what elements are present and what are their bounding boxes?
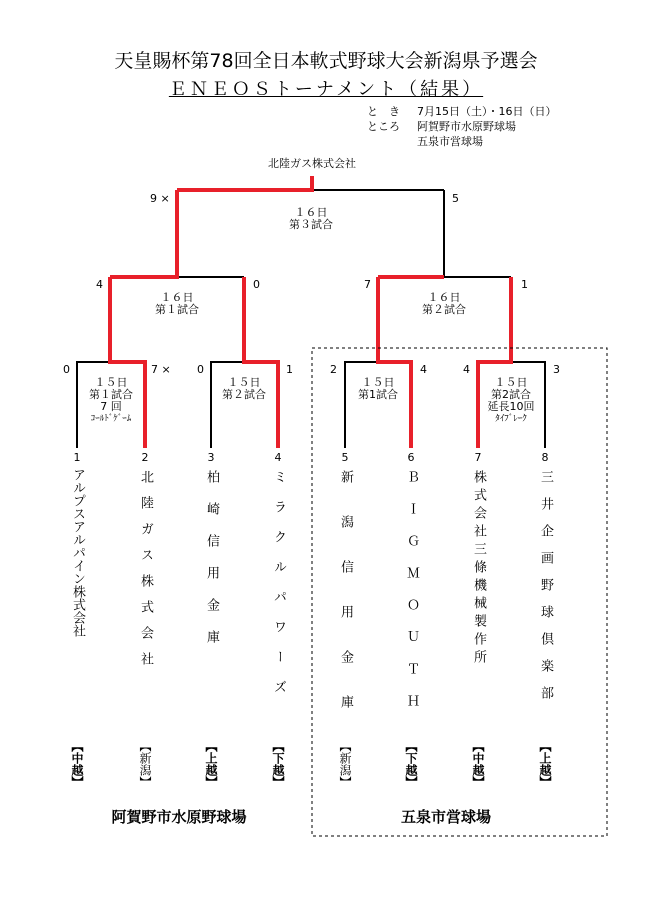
- r1-game1-date: １５日: [94, 376, 128, 389]
- team-2-name: 北陸ガス株式会社: [138, 470, 153, 678]
- team-4-name: ミラクルパワーズ: [271, 470, 286, 710]
- r1-game1-left-score: 0: [63, 363, 70, 376]
- team-2-region: 【新潟】: [138, 740, 152, 788]
- team-5-region: 【新潟】: [338, 740, 352, 788]
- team-1-region: 【中越】: [70, 740, 84, 788]
- team-4-number: 4: [274, 451, 282, 464]
- semi1-info: [155, 292, 199, 316]
- team-7-number: 7: [474, 451, 482, 464]
- r1-game2-game: 第２試合: [222, 388, 266, 401]
- r1-game2-date: １５日: [227, 376, 261, 389]
- final-left-score: 9 ×: [150, 192, 170, 205]
- r1g2-winner-line: [244, 277, 278, 448]
- semi1-right-score: 0: [253, 278, 260, 291]
- r1-game1-info: [89, 377, 133, 425]
- final-date: １６日: [294, 206, 328, 219]
- venue-left: 阿賀野市水原野球場: [111, 808, 247, 826]
- date-value: 7月15日（土）・16日（日）: [417, 105, 557, 118]
- final-info: [289, 207, 333, 231]
- r1-game4-note2: ﾀｲﾌﾞﾚｰｸ: [495, 414, 527, 424]
- r1-game3-right-score: 4: [420, 363, 427, 376]
- team-8-region: 【上越】: [538, 740, 552, 788]
- semi2-right-score: 1: [521, 278, 528, 291]
- team-3-number: 3: [207, 451, 215, 464]
- r1-game4-info: [488, 377, 535, 425]
- r1-game2-right-score: 1: [286, 363, 293, 376]
- r1-game1-note2: ｺｰﾙﾄﾞｹﾞｰﾑ: [90, 414, 132, 424]
- semi2-game: 第２試合: [422, 303, 466, 316]
- r1g3-winner-line: [378, 277, 411, 448]
- date-label: と き: [367, 105, 400, 118]
- team-1-number: 1: [73, 451, 81, 464]
- team-6-name: ＢＩＧＭＯＵＴＨ: [404, 470, 419, 726]
- gosen-venue-box: [312, 348, 607, 836]
- r1-game1-note1: 7 回: [100, 400, 122, 413]
- team-3-name: 柏崎信用金庫: [204, 470, 219, 662]
- team-4-region: 【下越】: [271, 740, 285, 788]
- place-value-1: 阿賀野市水原野球場: [417, 120, 516, 133]
- team-5-number: 5: [341, 451, 349, 464]
- final-game: 第３試合: [289, 218, 333, 231]
- team-1-name: アルプスアルパイン株式会社: [70, 468, 85, 637]
- semi1-date: １６日: [160, 291, 194, 304]
- r1-game4-left-score: 4: [463, 363, 470, 376]
- team-6-number: 6: [407, 451, 415, 464]
- venue-right: 五泉市営球場: [400, 808, 492, 826]
- team-7-name: 株式会社三條機械製作所: [471, 470, 486, 668]
- team-3-region: 【上越】: [204, 740, 218, 788]
- team-8-name: 三井企画野球倶楽部: [538, 470, 553, 713]
- champion-name: 北陸ガス株式会社: [268, 157, 356, 170]
- r1-game3-left-score: 2: [330, 363, 337, 376]
- r1-game1-game: 第１試合: [89, 388, 133, 401]
- r1-game2-info: [222, 377, 266, 401]
- r1g3-loser-line: [345, 362, 378, 448]
- team-5-name: 新潟信用金庫: [338, 470, 353, 740]
- semi2-left-score: 7: [364, 278, 371, 291]
- semi1-game: 第１試合: [155, 303, 199, 316]
- page-title: 天皇賜杯第78回全日本軟式野球大会新潟県予選会: [114, 50, 538, 72]
- semi2-date: １６日: [427, 291, 461, 304]
- r1-game4-date: １５日: [494, 376, 528, 389]
- r1-game4-game: 第2試合: [491, 388, 531, 401]
- r1-game3-game: 第1試合: [358, 388, 398, 401]
- r1-game4-note1: 延長10回: [487, 400, 535, 413]
- place-value-2: 五泉市営球場: [417, 135, 483, 148]
- r1-game3-date: １５日: [361, 376, 395, 389]
- semi2-info: [422, 292, 466, 316]
- final-winner-line: [177, 176, 312, 190]
- team-7-region: 【中越】: [471, 740, 485, 788]
- r1-game2-left-score: 0: [197, 363, 204, 376]
- r1-game1-right-score: 7 ×: [151, 363, 171, 376]
- r1-game4-right-score: 3: [553, 363, 560, 376]
- final-right-score: 5: [452, 192, 459, 205]
- page-subtitle: ＥＮＥＯＳトーナメント（結果）: [168, 79, 484, 100]
- team-8-number: 8: [541, 451, 549, 464]
- semi1-left-score: 4: [96, 278, 103, 291]
- team-6-region: 【下越】: [404, 740, 418, 788]
- r1-game3-info: [358, 377, 398, 401]
- team-2-number: 2: [141, 451, 149, 464]
- r1g2-loser-line: [211, 362, 244, 448]
- place-label: ところ: [367, 120, 400, 133]
